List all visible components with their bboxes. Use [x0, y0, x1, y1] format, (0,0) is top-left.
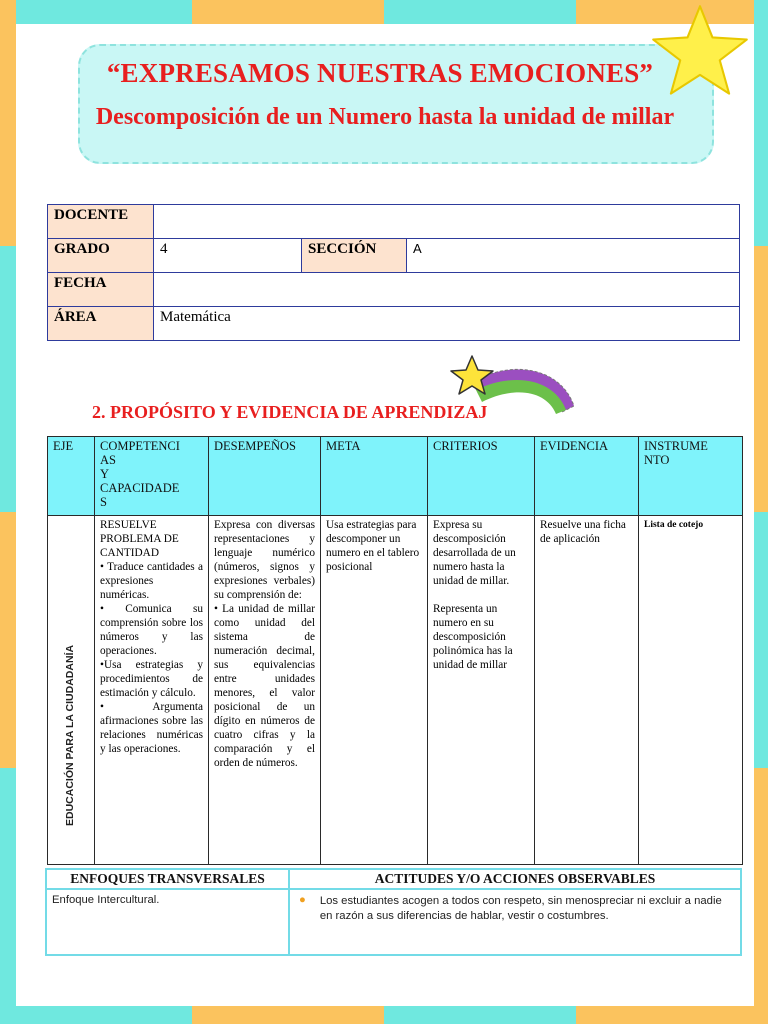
enfoque-value: Enfoque Intercultural. — [52, 894, 160, 906]
purpose-table — [47, 436, 743, 865]
fecha-label: FECHA — [48, 273, 154, 307]
bullet-icon: ● — [299, 894, 306, 906]
fecha-value — [154, 273, 740, 307]
seccion-value: A — [407, 239, 740, 273]
enfoques-table — [45, 868, 742, 956]
capacidad-item: •Usa estrategias y procedimientos de estimación y cálculo. — [100, 659, 203, 699]
desempeno-item: • La unidad de millar como unidad del sistema de numeración decimal, sus equivalencias entre unidades menores, el valor posicional de un dígito en números de cuatro cifras y la comparación y el orden de números. — [214, 603, 315, 769]
criterio-item: Expresa su descomposición desarrollada de un numero hasta la unidad de millar. — [433, 519, 516, 587]
grado-label: GRADO — [48, 239, 154, 273]
meta-value: Usa estrategias para descomponer un numero en el tablero posicional — [326, 519, 420, 573]
desempenos-cell — [209, 516, 321, 865]
instrumento-cell — [639, 516, 743, 865]
criterio-item: Representa un numero en su descomposición polinómica has la unidad de millar — [433, 603, 513, 671]
header-meta: META — [321, 437, 428, 516]
header-desempenos: DESEMPEÑOS — [209, 437, 321, 516]
header-criterios: CRITERIOS — [428, 437, 535, 516]
section-title: 2. PROPÓSITO Y EVIDENCIA DE APRENDIZAJ — [92, 402, 488, 422]
left-border-stripe — [0, 0, 16, 1024]
evidencia-value: Resuelve una ficha de aplicación — [540, 519, 626, 545]
evidencia-cell — [535, 516, 639, 865]
meta-cell — [321, 516, 428, 865]
capacidad-item: • Comunica su comprensión sobre los números y las operaciones. — [100, 603, 203, 657]
desempeno-intro: Expresa con diversas representaciones y lenguaje numérico (números, signos y expresiones verbales) su comprensión de: — [214, 519, 315, 601]
grado-value: 4 — [154, 239, 302, 273]
criterios-cell — [428, 516, 535, 865]
docente-value — [154, 205, 740, 239]
accion-cell — [289, 889, 741, 955]
right-border-stripe — [754, 0, 768, 1024]
docente-label: DOCENTE — [48, 205, 154, 239]
instrumento-value: Lista de cotejo — [644, 520, 704, 530]
enfoques-header: ENFOQUES TRANSVERSALES — [46, 869, 289, 889]
seccion-label: SECCIÓN — [302, 239, 407, 273]
accion-value: Los estudiantes acogen a todos con respeto, sin menospreciar ni excluir a nadie en razón a sus diferencias de hablar, vestir o costumbres. — [319, 895, 722, 922]
competencia-title: RESUELVE PROBLEMA DE CANTIDAD — [100, 519, 179, 559]
capacidad-item: • Argumenta afirmaciones sobre las relaciones numéricas y las operaciones. — [100, 701, 203, 755]
area-value: Matemática — [154, 307, 740, 341]
eje-value: EDUCACIÓN PARA LA CIUDADANÍA — [64, 644, 76, 826]
info-table — [47, 204, 740, 341]
page-subtitle: Descomposición de un Numero hasta la unidad de millar — [95, 104, 675, 130]
page-title: “EXPRESAMOS NUESTRAS EMOCIONES” — [106, 58, 654, 88]
bottom-border-stripe — [0, 1006, 768, 1024]
eje-cell — [48, 516, 95, 865]
capacidad-item: • Traduce cantidades a expresiones numéricas. — [100, 561, 203, 601]
enfoque-cell — [46, 889, 289, 955]
actitudes-header: ACTITUDES Y/O ACCIONES OBSERVABLES — [289, 869, 741, 889]
header-evidencia: EVIDENCIA — [535, 437, 639, 516]
header-eje: EJE — [48, 437, 95, 516]
header-competencias: COMPETENCI AS Y CAPACIDADE S — [95, 437, 209, 516]
area-label: ÁREA — [48, 307, 154, 341]
header-instrumento: INSTRUME NTO — [639, 437, 743, 516]
competencias-cell — [95, 516, 209, 865]
